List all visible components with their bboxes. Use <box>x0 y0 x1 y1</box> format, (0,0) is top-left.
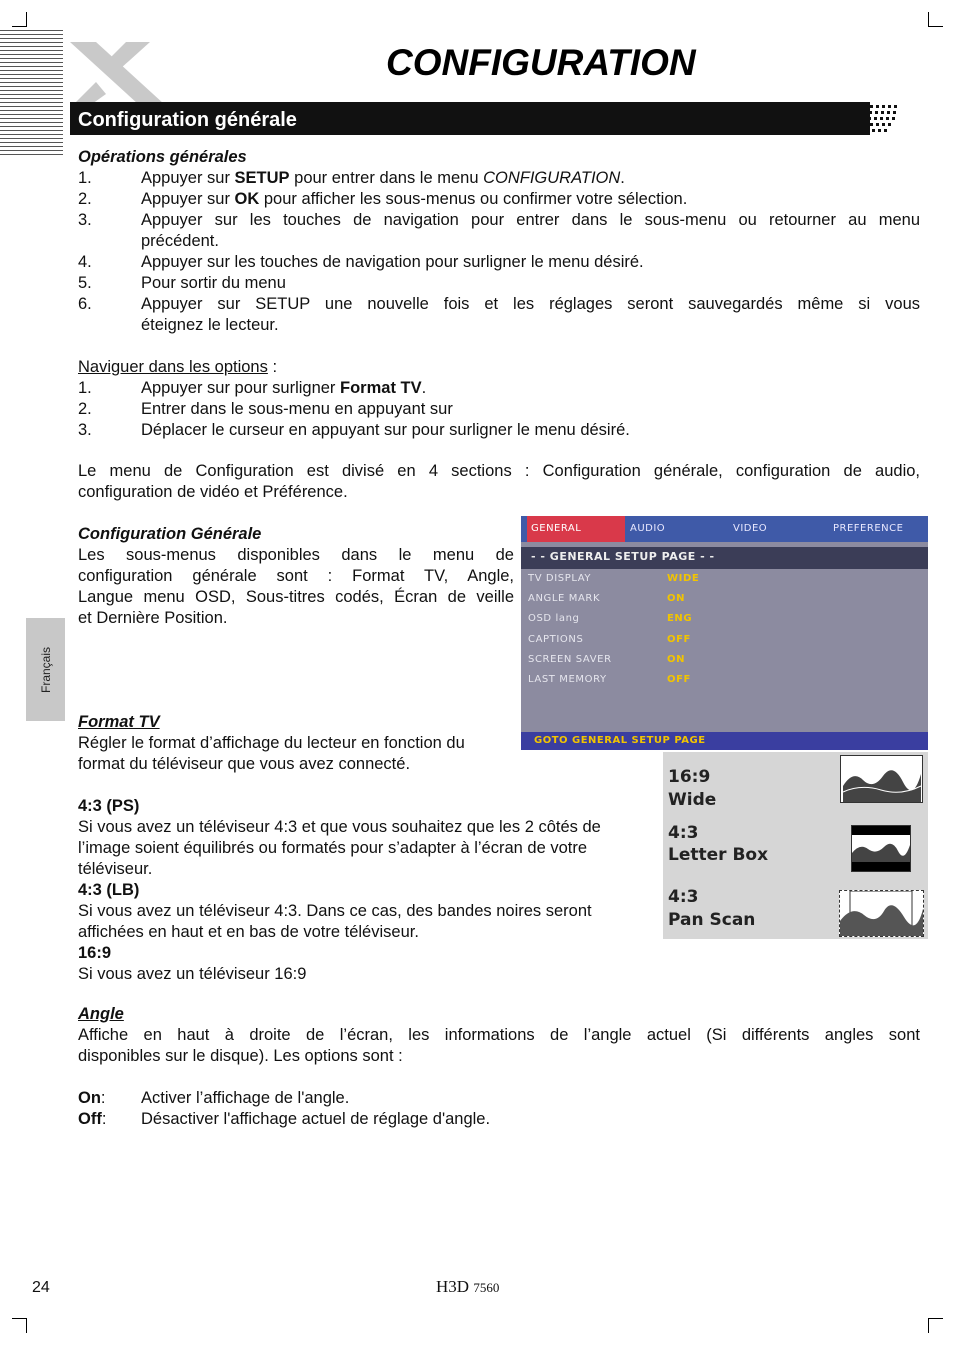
lb-line1: Si vous avez un téléviseur 4:3. Dans ce cas, des bandes noires seront <box>78 902 592 920</box>
angle-line1: Affiche en haut à droite de l’écran, les informations de l’angle actuel (Si différents angles sont <box>78 1026 920 1044</box>
format-label: 4:3 <box>668 887 699 907</box>
nav-item-3: Déplacer le curseur en appuyant sur pour surligner le menu désiré. <box>141 421 630 439</box>
ops-num-1: 1. <box>78 169 92 187</box>
ops-num-4: 4. <box>78 253 92 271</box>
section-bar-dot-pattern <box>862 102 904 135</box>
ops-num-3: 3. <box>78 211 92 229</box>
ops-item-1: Appuyer sur SETUP pour entrer dans le menu CONFIGURATION. <box>141 169 625 187</box>
nav-item-1: Appuyer sur pour surligner Format TV. <box>141 379 427 397</box>
nav-num-3: 3. <box>78 421 92 439</box>
format-label: Letter Box <box>668 845 769 865</box>
format-label: 16:9 <box>668 767 711 787</box>
ps-line1: Si vous avez un téléviseur 4:3 et que vous souhaitez que les 2 côtés de <box>78 818 601 836</box>
pan-scan-thumbnail <box>839 890 924 937</box>
osd-tab-preference: PREFERENCE <box>833 523 904 534</box>
ops-item-6-line1: Appuyer sur SETUP une nouvelle fois et les réglages seront sauvegardés même si vous <box>141 295 920 313</box>
wide-title: 16:9 <box>78 944 112 962</box>
angle-on-text: Activer l’affichage de l'angle. <box>141 1089 350 1107</box>
general-line2: configuration générale sont : Format TV, Angle, <box>78 567 514 585</box>
osd-row-label: LAST MEMORY <box>528 674 607 685</box>
angle-off-label: Off: <box>78 1110 107 1128</box>
nav-heading: Naviguer dans les options : <box>78 358 278 376</box>
nav-item-2: Entrer dans le sous-menu en appuyant sur <box>141 400 453 418</box>
ps-title: 4:3 (PS) <box>78 797 140 815</box>
ops-item-3-line2: précédent. <box>141 232 219 250</box>
osd-row-value: OFF <box>667 634 691 645</box>
intro-line2: configuration de vidéo et Préférence. <box>78 483 348 501</box>
letterbox-thumbnail <box>851 825 911 872</box>
osd-page-bar <box>521 547 928 569</box>
setup-menu-screenshot <box>521 516 928 750</box>
brand-x-logo <box>66 38 176 106</box>
section-title: Configuration générale <box>78 109 297 131</box>
ops-item-3-line1: Appuyer sur les touches de navigation pour entrer dans le sous-menu ou retourner au menu <box>141 211 920 229</box>
format-tv-heading: Format TV <box>78 713 160 731</box>
product-brand: H3D 7560 <box>436 1277 500 1296</box>
general-line4: et Dernière Position. <box>78 609 228 627</box>
screen-format-illustration <box>663 752 928 939</box>
page-title: CONFIGURATION <box>386 42 696 83</box>
osd-row-value: ON <box>667 654 686 665</box>
general-heading: Configuration Générale <box>78 525 262 543</box>
ops-num-6: 6. <box>78 295 92 313</box>
crop-mark-bottom-left <box>12 1318 27 1333</box>
ops-item-5: Pour sortir du menu <box>141 274 286 292</box>
general-line1: Les sous-menus disponibles dans le menu de <box>78 546 514 564</box>
osd-row-label: SCREEN SAVER <box>528 654 612 665</box>
ops-heading: Opérations générales <box>78 148 247 166</box>
nav-num-1: 1. <box>78 379 92 397</box>
osd-row-value: ENG <box>667 613 693 624</box>
ps-line3: téléviseur. <box>78 860 153 878</box>
format-tv-line2: format du téléviseur que vous avez connecté. <box>78 755 411 773</box>
osd-footer-text: GOTO GENERAL SETUP PAGE <box>534 735 706 746</box>
language-label: Français <box>38 646 53 693</box>
osd-tab-general: GENERAL <box>527 516 625 542</box>
angle-line2: disponibles sur le disque). Les options sont : <box>78 1047 403 1065</box>
crop-mark-bottom-right <box>928 1318 943 1333</box>
nav-num-2: 2. <box>78 400 92 418</box>
ops-item-4: Appuyer sur les touches de navigation pour surligner le menu désiré. <box>141 253 644 271</box>
format-label: Pan Scan <box>668 910 756 930</box>
osd-row-value: ON <box>667 593 686 604</box>
osd-footer-bar <box>521 732 928 750</box>
angle-on-label: On: <box>78 1089 106 1107</box>
general-line3: Langue menu OSD, Sous-titres codés, Écran de veille <box>78 588 514 606</box>
osd-row-label: CAPTIONS <box>528 634 584 645</box>
osd-row-label: OSD lang <box>528 613 580 624</box>
format-label: Wide <box>668 790 717 810</box>
lb-line2: affichées en haut et en bas de votre téléviseur. <box>78 923 419 941</box>
format-label: 4:3 <box>668 823 699 843</box>
osd-row-label: TV DISPLAY <box>528 573 592 584</box>
ops-item-2: Appuyer sur OK pour afficher les sous-menus ou confirmer votre sélection. <box>141 190 688 208</box>
ps-line2: l’image soient équilibrés ou formatés pour s’adapter à l’écran de votre <box>78 839 588 857</box>
page-number: 24 <box>32 1279 50 1296</box>
crop-mark-top-right <box>928 12 943 27</box>
crop-mark-top-left <box>12 12 27 27</box>
wide-line1: Si vous avez un téléviseur 16:9 <box>78 965 307 983</box>
wide-thumbnail <box>840 755 923 803</box>
osd-row-value: WIDE <box>667 573 700 584</box>
osd-tab-video: VIDEO <box>733 523 768 534</box>
osd-tab-audio: AUDIO <box>630 523 666 534</box>
language-side-tab <box>26 618 65 721</box>
osd-row-value: OFF <box>667 674 691 685</box>
osd-page-title: - - GENERAL SETUP PAGE - - <box>531 550 715 563</box>
ops-item-6-line2: éteignez le lecteur. <box>141 316 279 334</box>
intro-line1: Le menu de Configuration est divisé en 4 sections : Configuration générale, configuration de audio, <box>78 462 920 480</box>
ops-num-2: 2. <box>78 190 92 208</box>
osd-row-label: ANGLE MARK <box>528 593 601 604</box>
ops-num-5: 5. <box>78 274 92 292</box>
angle-heading: Angle <box>78 1005 124 1023</box>
angle-off-text: Désactiver l'affichage actuel de réglage d'angle. <box>141 1110 491 1128</box>
header-stripes <box>0 30 63 156</box>
format-tv-line1: Régler le format d’affichage du lecteur en fonction du <box>78 734 465 752</box>
lb-title: 4:3 (LB) <box>78 881 140 899</box>
